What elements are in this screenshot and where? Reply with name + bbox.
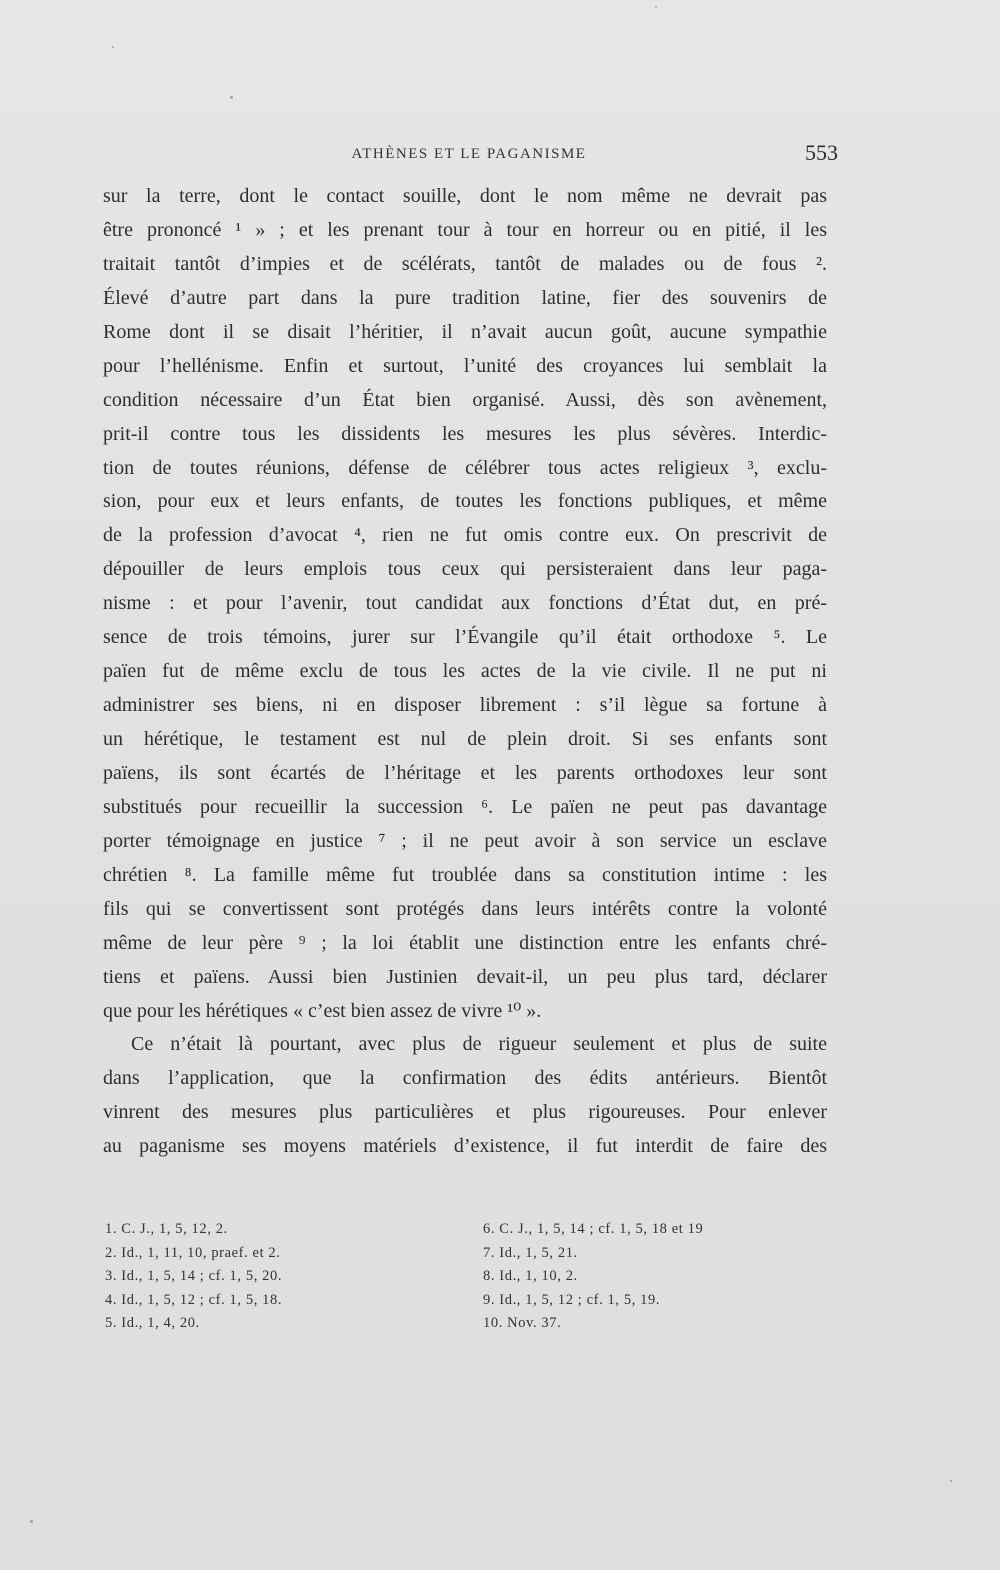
text-line: dépouiller de leurs emplois tous ceux qui persisteraient dans leur paga- [103,558,827,581]
text-line: vinrent des mesures plus particulières et plus rigoureuses. Pour enlever [103,1101,827,1124]
text-line: Élevé d’autre part dans la pure tradition latine, fier des souvenirs de [103,286,827,309]
text-line: au paganisme ses moyens matériels d’existence, il fut interdit de faire des [103,1135,827,1158]
text-line: fils qui se convertissent sont protégés dans leurs intérêts contre la volonté [103,897,827,920]
footnote: 9. Id., 1, 5, 12 ; cf. 1, 5, 19. [483,1291,661,1308]
paper-speck [950,1480,952,1482]
text-line: tiens et païens. Aussi bien Justinien devait-il, un peu plus tard, déclarer [103,965,827,988]
text-line: traitait tantôt d’impies et de scélérats, tantôt de malades ou de fous ². [103,252,827,275]
paper-speck [112,46,114,48]
text-line: chrétien ⁸. La famille même fut troublée dans sa constitution intime : les [103,863,827,886]
text-line-paragraph-start: Ce n’était là pourtant, avec plus de rigueur seulement et plus de suite [131,1033,827,1056]
text-line: porter témoignage en justice ⁷ ; il ne peut avoir à son service un esclave [103,829,827,852]
paper-speck [230,96,233,99]
text-line: condition nécessaire d’un État bien organisé. Aussi, dès son avènement, [103,388,827,411]
footnotes-right-column [483,1218,703,1336]
text-line: tion de toutes réunions, défense de célébrer tous actes religieux ³, exclu- [103,456,827,479]
footnotes-left-column [105,1218,282,1336]
text-line: substitués pour recueillir la succession ⁶. Le païen ne peut pas davantage [103,795,827,818]
text-line: même de leur père ⁹ ; la loi établit une distinction entre les enfants chré- [103,931,827,954]
text-line: pour l’hellénisme. Enfin et surtout, l’unité des croyances lui semblait la [103,354,827,377]
text-line: être prononcé ¹ » ; et les prenant tour à tour en horreur ou en pitié, il les [103,218,827,241]
paper-speck [30,1520,33,1523]
page-number: 553 [805,140,838,165]
text-line: prit-il contre tous les dissidents les mesures les plus sévères. Interdic- [103,422,827,445]
text-line: administrer ses biens, ni en disposer librement : s’il lègue sa fortune à [103,694,827,717]
text-line: sence de trois témoins, jurer sur l’Évangile qu’il était orthodoxe ⁵. Le [103,626,827,649]
footnote: 8. Id., 1, 10, 2. [483,1268,578,1284]
footnote: 5. Id., 1, 4, 20. [105,1315,200,1331]
footnote: 2. Id., 1, 11, 10, praef. et 2. [105,1244,281,1261]
footnote: 7. Id., 1, 5, 21. [483,1244,578,1261]
footnote: 1. C. J., 1, 5, 12, 2. [105,1221,228,1237]
text-line: Rome dont il se disait l’héritier, il n’avait aucun goût, aucune sympathie [103,320,827,343]
text-line-paragraph-end: que pour les hérétiques « c’est bien assez de vivre ¹⁰ ». [103,999,542,1022]
body-text [103,180,827,1164]
text-line: dans l’application, que la confirmation des édits antérieurs. Bientôt [103,1067,827,1090]
text-line: un hérétique, le testament est nul de plein droit. Si ses enfants sont [103,728,827,750]
text-line: de la profession d’avocat ⁴, rien ne fut omis contre eux. On prescrivit de [103,524,827,547]
text-line: nisme : et pour l’avenir, tout candidat aux fonctions d’État dut, en pré- [103,592,827,615]
footnote: 6. C. J., 1, 5, 14 ; cf. 1, 5, 18 et 19 [483,1221,704,1237]
footnote: 3. Id., 1, 5, 14 ; cf. 1, 5, 20. [105,1268,283,1284]
paper-speck [655,6,657,8]
footnote: 4. Id., 1, 5, 12 ; cf. 1, 5, 18. [105,1291,283,1308]
text-line: païens, ils sont écartés de l’héritage et les parents orthodoxes leur sont [103,761,827,784]
running-head [100,140,838,170]
footnote: 10. Nov. 37. [483,1315,562,1331]
text-line: païen fut de même exclu de tous les actes de la vie civile. Il ne put ni [103,660,827,683]
running-title: ATHÈNES ET LE PAGANISME [351,146,587,162]
text-line: sion, pour eux et leurs enfants, de toutes les fonctions publiques, et même [103,490,827,513]
text-line: sur la terre, dont le contact souille, dont le nom même ne devrait pas [103,185,827,207]
